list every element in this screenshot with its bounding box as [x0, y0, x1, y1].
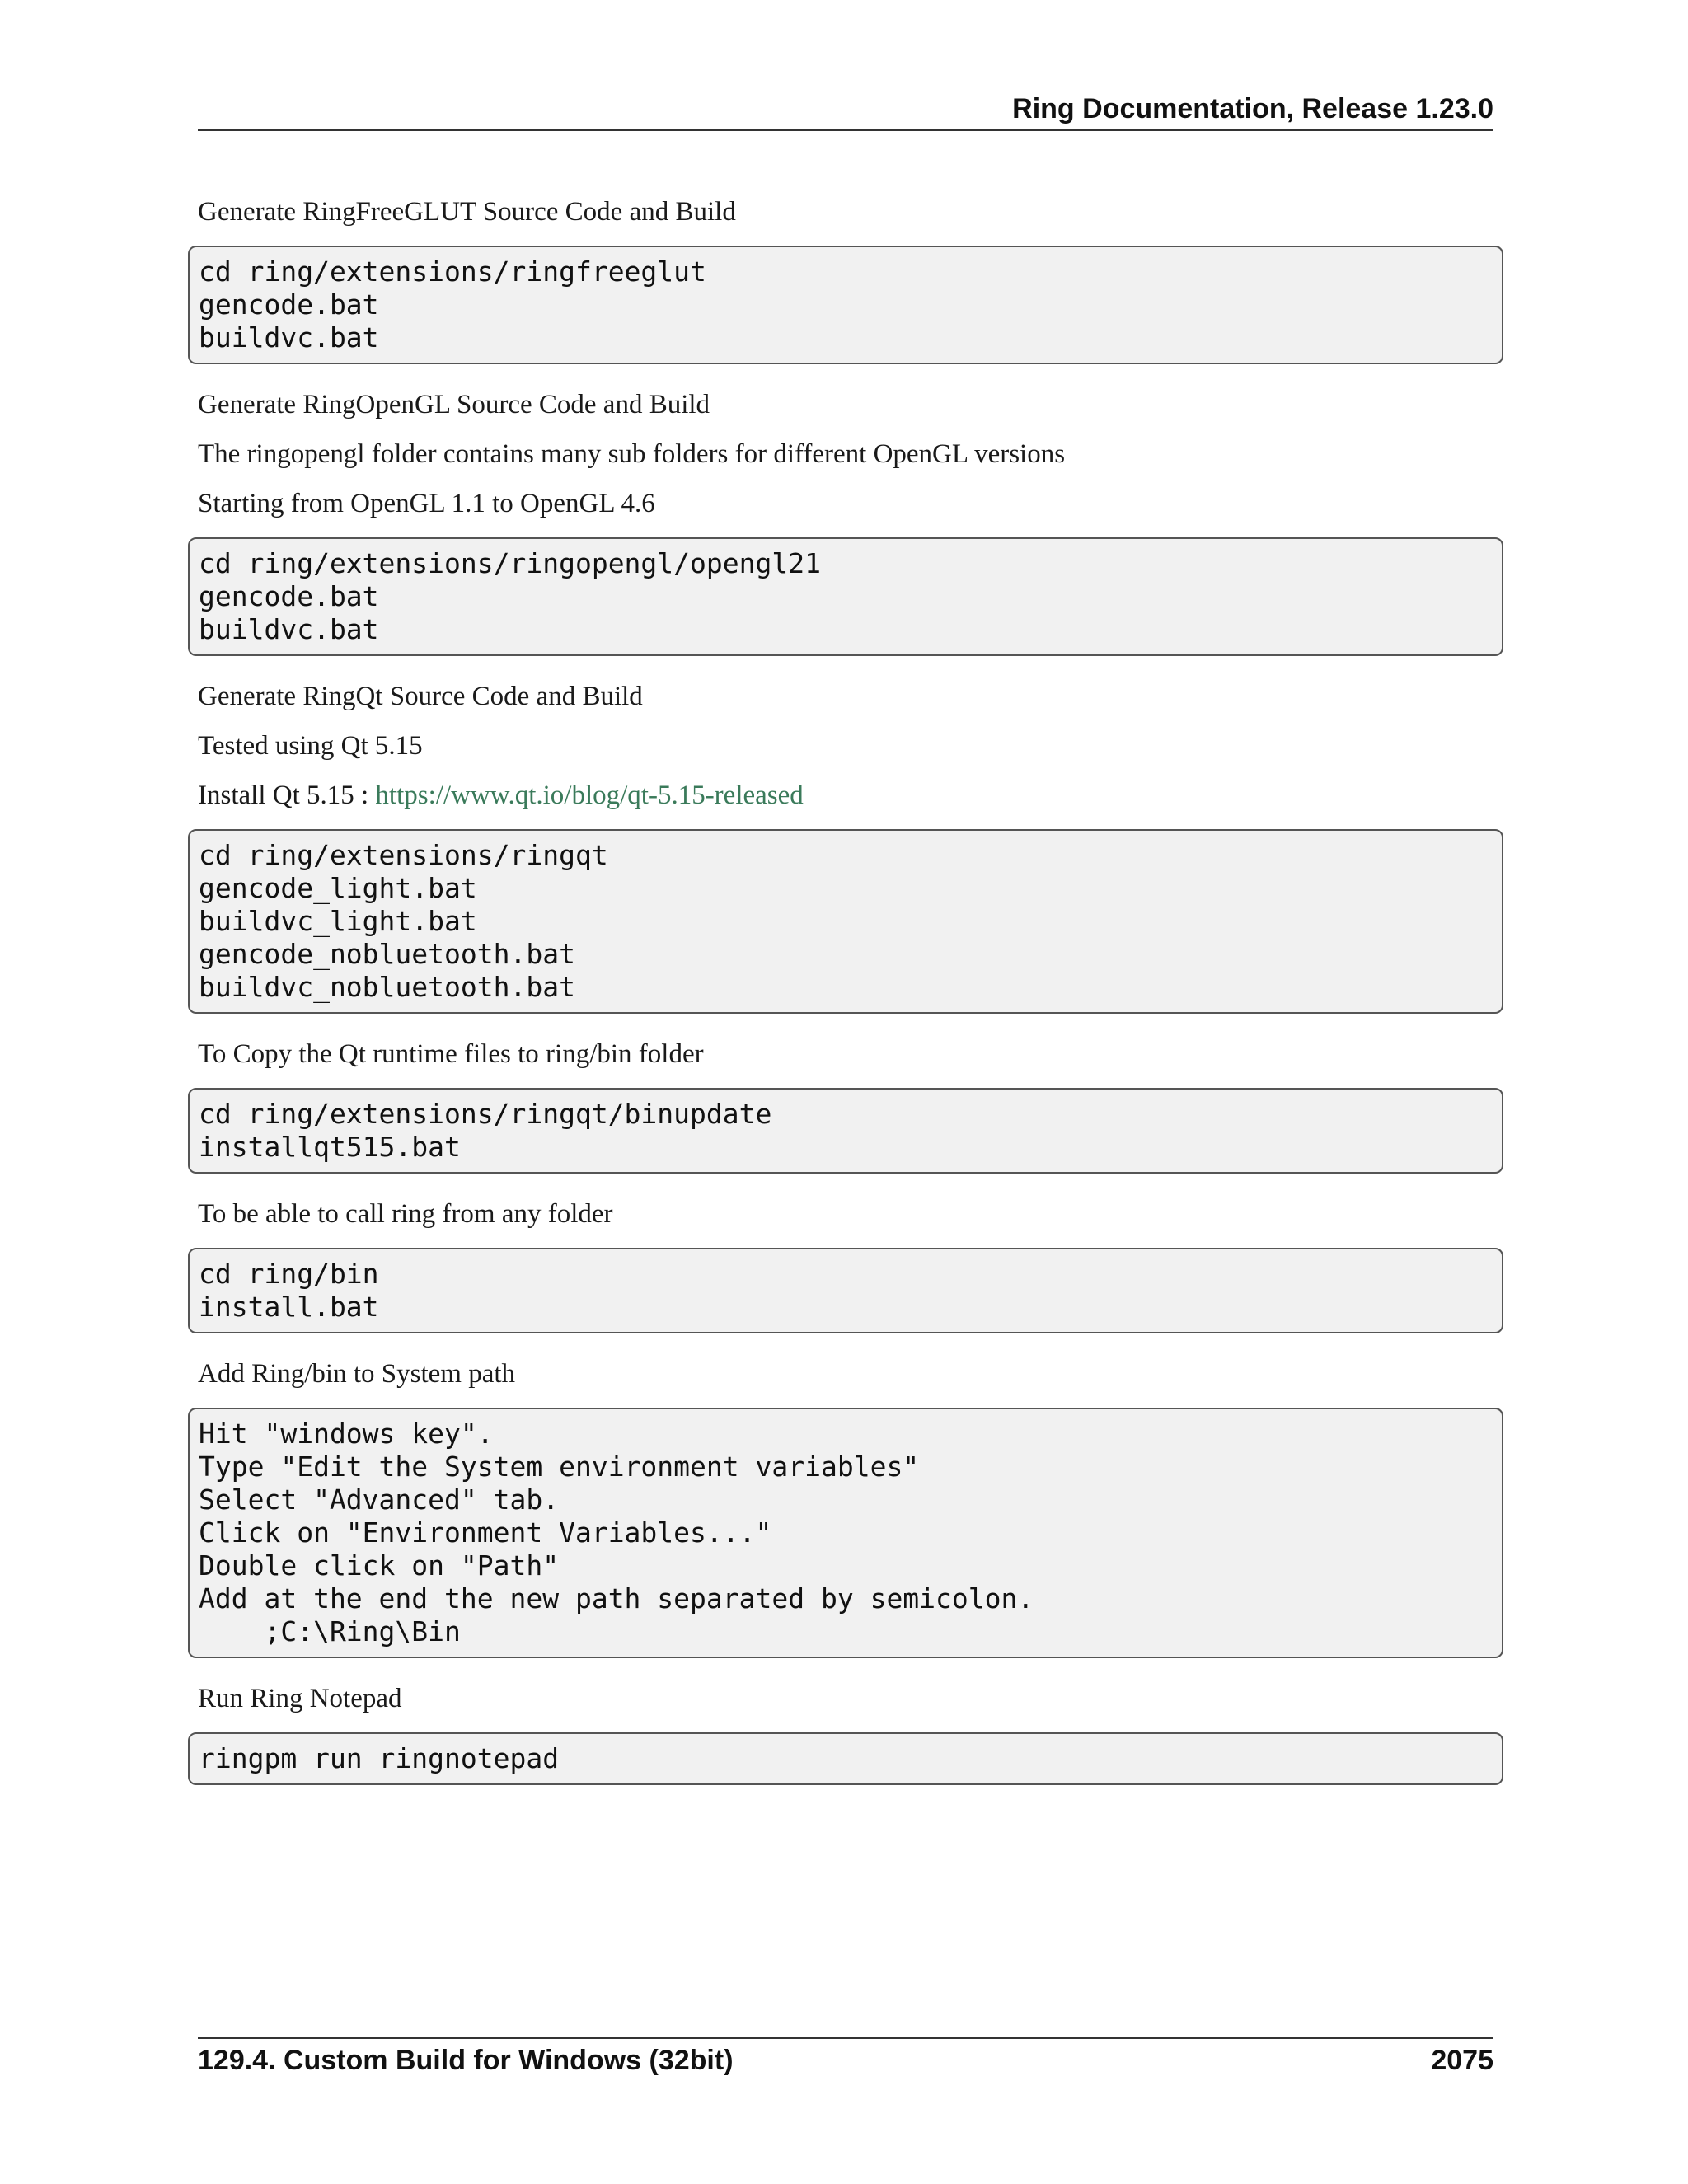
header-divider: [198, 129, 1493, 131]
code-block-ringnotepad: ringpm run ringnotepad: [188, 1732, 1503, 1785]
paragraph-qt-tested: Tested using Qt 5.15: [198, 731, 423, 761]
code-block-opengl: cd ring/extensions/ringopengl/opengl21 gencode.bat buildvc.bat: [188, 537, 1503, 656]
code-block-ringqt: cd ring/extensions/ringqt gencode_light.bat buildvc_light.bat gencode_nobluetooth.bat buildvc_nobluetooth.bat: [188, 829, 1503, 1014]
footer-section-title: 129.4. Custom Build for Windows (32bit): [198, 2045, 734, 2076]
paragraph-opengl-folders: The ringopengl folder contains many sub folders for different OpenGL versions: [198, 439, 1066, 469]
running-header: Ring Documentation, Release 1.23.0: [1012, 93, 1493, 124]
paragraph-ringqt-heading: Generate RingQt Source Code and Build: [198, 682, 643, 711]
paragraph-opengl-heading: Generate RingOpenGL Source Code and Build: [198, 390, 710, 419]
paragraph-call-ring: To be able to call ring from any folder: [198, 1199, 613, 1229]
footer-divider: [198, 2037, 1493, 2039]
paragraph-install-qt: [198, 780, 1493, 811]
code-block-install: cd ring/bin install.bat: [188, 1248, 1503, 1333]
qt-release-link[interactable]: https://www.qt.io/blog/qt-5.15-released: [375, 780, 804, 810]
page-footer: [198, 2044, 1493, 2077]
install-qt-label: Install Qt 5.15 :: [198, 780, 376, 810]
paragraph-freeglut-heading: Generate RingFreeGLUT Source Code and Build: [198, 197, 736, 227]
page-number: 2075: [1431, 2045, 1493, 2076]
paragraph-opengl-versions: Starting from OpenGL 1.1 to OpenGL 4.6: [198, 489, 655, 518]
page-content: [198, 196, 1493, 1810]
paragraph-system-path: Add Ring/bin to System path: [198, 1359, 516, 1389]
code-block-binupdate: cd ring/extensions/ringqt/binupdate installqt515.bat: [188, 1088, 1503, 1174]
code-block-freeglut: cd ring/extensions/ringfreeglut gencode.bat buildvc.bat: [188, 246, 1503, 364]
paragraph-copy-runtime: To Copy the Qt runtime files to ring/bin folder: [198, 1039, 704, 1069]
code-block-system-path: Hit "windows key". Type "Edit the System environment variables" Select "Advanced" tab. Click on "Environment Variables..." Double click on "Path" Add at the end the new path separated by semicolon. ;C:\Ring\Bin: [188, 1408, 1503, 1658]
paragraph-run-notepad: Run Ring Notepad: [198, 1684, 402, 1713]
